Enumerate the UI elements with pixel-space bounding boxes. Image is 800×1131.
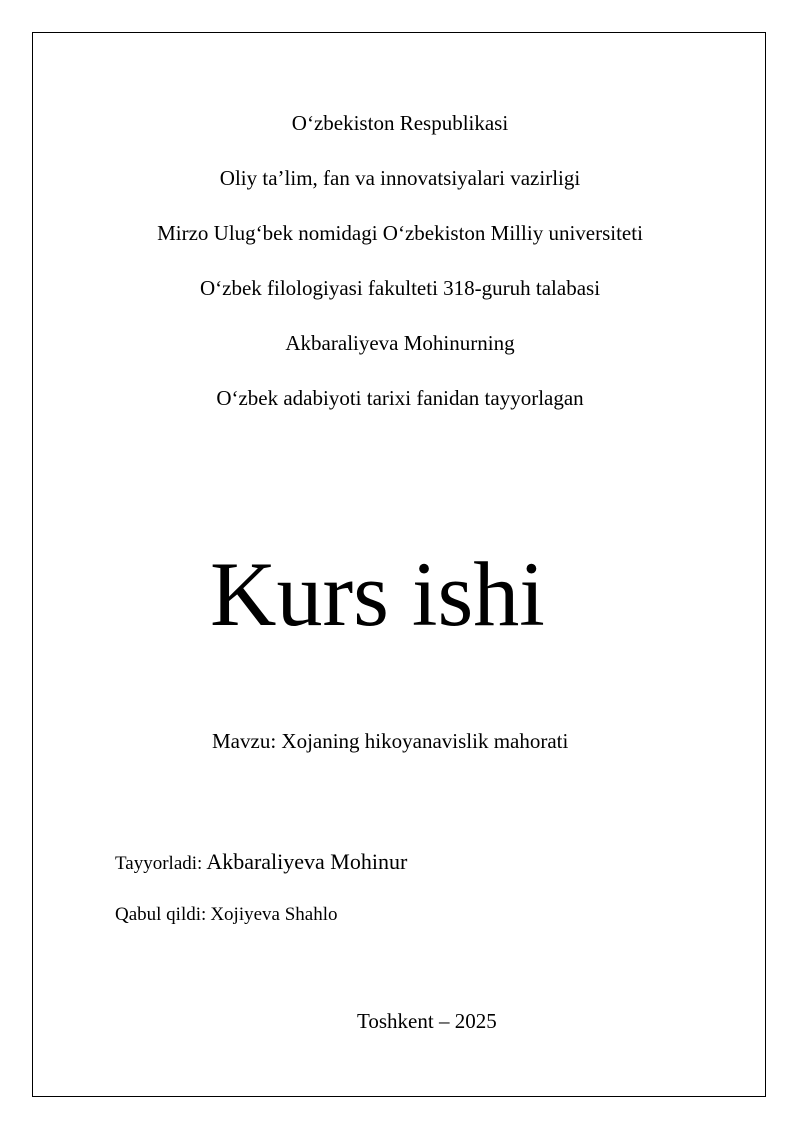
accepted-label: Qabul qildi: [115, 904, 207, 925]
student-line: Akbaraliyeva Mohinurning [285, 331, 515, 355]
ministry-line: Oliy ta’lim, fan va innovatsiyalari vazirligi [219, 166, 581, 190]
university-line: Mirzo Ulug‘bek nomidagi O‘zbekiston Milliy universiteti [157, 221, 643, 245]
accepted-name: Xojiyeva Shahlo [210, 904, 338, 925]
republic-line: O‘zbekiston Respublikasi [291, 111, 509, 135]
place-year: Toshkent – 2025 [357, 1009, 497, 1033]
prepared-name: Akbaraliyeva Mohinur [206, 849, 408, 874]
prepared-label: Tayyorladi: [115, 853, 203, 874]
subject-line: O‘zbek adabiyoti tarixi fanidan tayyorlagan [216, 386, 584, 410]
faculty-line: O‘zbek filologiyasi fakulteti 318-guruh talabasi [199, 276, 601, 300]
accepted-by [115, 904, 338, 926]
prepared-by [115, 849, 407, 875]
page-title: Kurs ishi [210, 543, 545, 645]
topic-line: Mavzu: Xojaning hikoyanavislik mahorati [212, 729, 569, 753]
